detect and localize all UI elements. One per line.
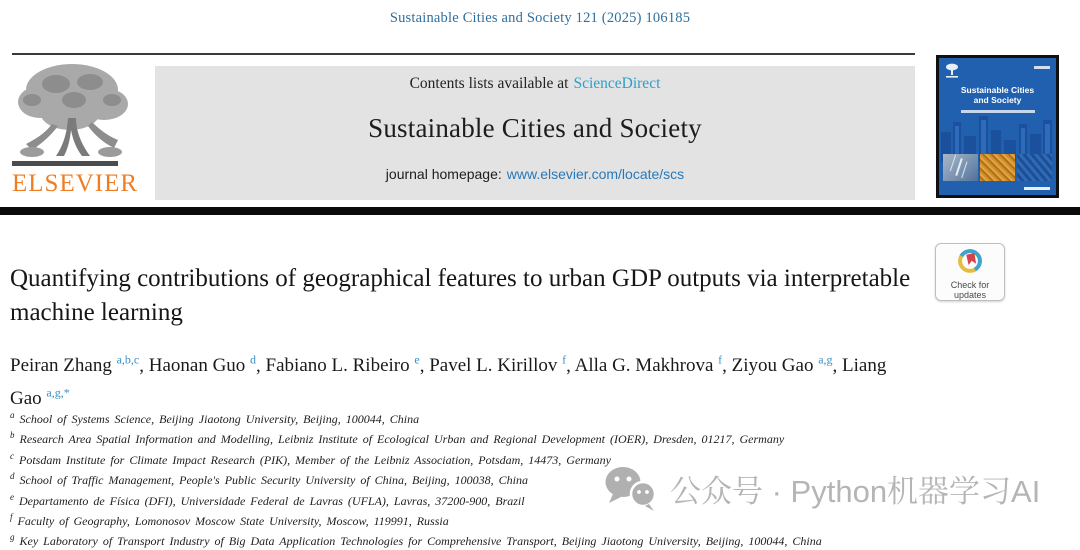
check-for-updates-label: Check for updates (950, 280, 990, 300)
citation-link[interactable]: Sustainable Cities and Society 121 (2025) 106185 (389, 10, 691, 26)
sciencedirect-link[interactable]: ScienceDirect (573, 75, 661, 92)
authors-line: Peiran Zhang $^{a,b,c}$, Haonan Guo $^d$, Fabiano L. Ribeiro $^e$, Pavel L. Kirillov $^f$, Alla G. Makhrova $^f$, Ziyou Gao $^{a,g}$, Liang Gao $^{a,g,*}$ (10, 353, 887, 409)
article-title: Quantifying contributions of geographical features to urban GDP outputs via interpretable machine learning (10, 265, 911, 326)
affiliation: $^c$ Potsdam Institute for Climate Impact Research (PIK), Member of the Leibniz Association, Potsdam, 14473, Germany (10, 450, 611, 467)
watermark-text: 公众号 · Python机器学习AI (670, 473, 1041, 509)
affiliation: $^a$ School of Systems Science, Beijing Jiaotong University, Beijing, 100044, China (10, 410, 420, 426)
header-divider-bar (0, 207, 1080, 215)
affiliation: $^b$ Research Area Spatial Information and Modelling, Leibniz Institute of Ecological Urban and Regional Development (IOER), Dresden, 01217, Germany (10, 430, 785, 447)
author: Pavel L. Kirillov $^f$ (429, 353, 567, 377)
cover-orange-texture-photo (980, 154, 1015, 181)
journal-title: Sustainable Cities and Society (368, 113, 702, 143)
cover-solar-panel-photo (1017, 154, 1052, 181)
author: Peiran Zhang $^{a,b,c}$ (10, 353, 140, 377)
elsevier-logo-text: ELSEVIER (12, 170, 139, 197)
author: Fabiano L. Ribeiro $^e$ (265, 353, 420, 377)
affiliation: $^f$ Faculty of Geography, Lomonosov Moscow State University, Moscow, 119991, Russia (10, 512, 449, 529)
journal-header-box (155, 66, 915, 200)
cover-sciencedirect-decoration (1024, 187, 1050, 190)
affiliation: $^d$ School of Traffic Management, People's Public Security University of China, Beijing, 100038, China (10, 471, 528, 488)
elsevier-logo (10, 58, 150, 204)
check-for-updates-icon (956, 247, 984, 275)
header-top-rule (12, 53, 915, 55)
elsevier-logo-ground (12, 161, 118, 166)
author: Liang Gao $^{a,g,*}$ (10, 355, 887, 409)
homepage-label: journal homepage: (385, 166, 502, 182)
author: Haonan Guo $^d$ (148, 353, 257, 377)
affiliation: $^g$ Key Laboratory of Transport Industry of Big Data Application Technologies for Comprehensive Transport, Beijing Jiaotong University, Beijing, 100044, China (10, 532, 822, 549)
check-for-updates-button[interactable] (935, 243, 1005, 301)
cover-photo-strip (943, 154, 1052, 181)
author: Alla G. Makhrova $^f$ (574, 353, 723, 377)
contents-lists-text: Contents lists available at (409, 75, 569, 92)
elsevier-tree-icon (12, 60, 132, 162)
journal-cover-thumbnail[interactable] (936, 55, 1059, 198)
cover-volume-text-decoration (1034, 66, 1050, 69)
cover-editor-line-decoration (961, 110, 1035, 113)
affiliations-list (10, 407, 1078, 550)
author: Ziyou Gao $^{a,g}$ (731, 353, 833, 377)
homepage-link[interactable]: www.elsevier.com/locate/scs (506, 166, 685, 182)
cover-wind-turbine-photo (943, 154, 978, 181)
cover-elsevier-mini-icon (945, 63, 959, 79)
affiliation: $^e$ Departamento de Física (DFI), Universidade Federal de Lavras (UFLA), Lavras, 37200-900, Brazil (10, 491, 525, 508)
cover-journal-title: Sustainable Cities and Society (960, 85, 1035, 105)
